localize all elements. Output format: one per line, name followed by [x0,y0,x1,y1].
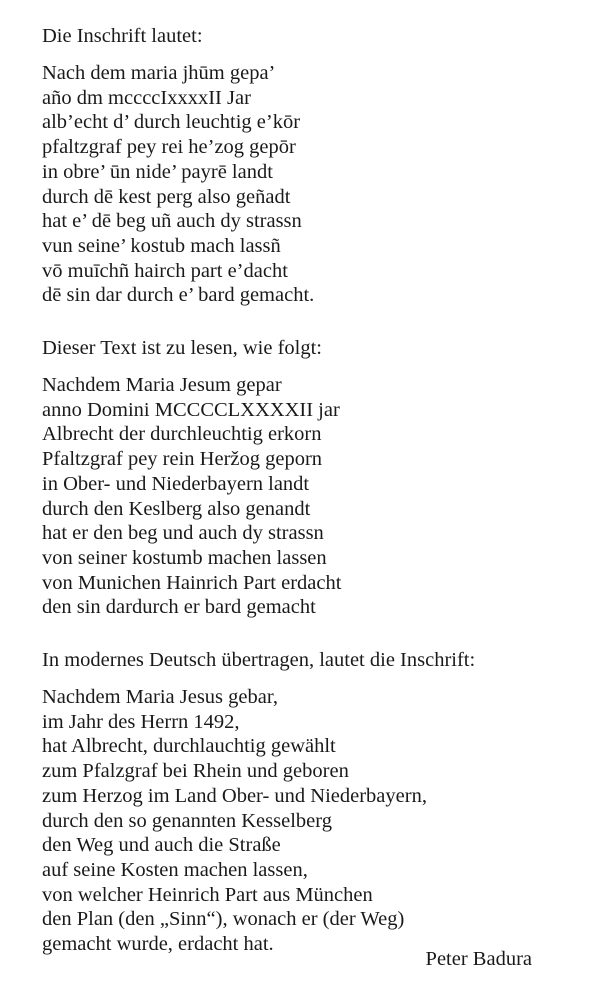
verse-line: dē sin dar durch e’ bard gemacht. [42,284,315,307]
verse-line: durch den so genannten Kesselberg [42,809,332,832]
verse-line: den Plan (den „Sinn“), wonach er (der Weg) [42,908,405,931]
section-heading-reading: Dieser Text ist zu lesen, wie folgt: [42,337,322,360]
verse-line: durch dē kest perg also geñadt [42,185,291,208]
section-heading-modern: In modernes Deutsch übertragen, lautet die Inschrift: [42,649,476,672]
document-body [42,24,582,957]
verse-line: von Munichen Hainrich Part erdacht [42,571,342,594]
verse-line: zum Pfalzgraf bei Rhein und geboren [42,760,349,783]
section-heading-original: Die Inschrift lautet: [42,25,203,47]
verse-line: hat e’ dē beg uñ auch dy strassn [42,210,302,233]
verse-line: auf seine Kosten machen lassen, [42,858,308,881]
verse-line: gemacht wurde, erdacht hat. [42,933,274,956]
verse-line: vun seine’ kostub mach lassñ [42,234,281,257]
verse-line: Pfaltzgraf pey rein Heržog geporn [42,448,323,471]
verse-line: im Jahr des Herrn 1492, [42,710,240,733]
verse-line: hat Albrecht, durchlauchtig gewählt [42,735,336,758]
verse-line: hat er den beg und auch dy strassn [42,522,324,545]
original-inscription [42,61,582,308]
verse-line: Nachdem Maria Jesus gebar, [42,686,278,709]
verse-line: durch den Keslberg also genandt [42,497,311,520]
verse-line: Nachdem Maria Jesum gepar [42,374,282,397]
author-signature: Peter Badura [425,948,532,970]
verse-line: in obre’ ūn nide’ payrē landt [42,160,273,183]
verse-line: pfaltzgraf pey rei he’zog gepōr [42,136,296,159]
verse-line: von seiner kostumb machen lassen [42,546,327,569]
reading-transcription [42,373,582,620]
verse-line: anno Domini MCCCCLXXXXII jar [42,398,340,421]
verse-line: Albrecht der durchleuchtig erkorn [42,423,322,446]
verse-line: añо dm mccccIxxxxII Jar [42,86,251,109]
verse-line: den Weg und auch die Straße [42,834,281,857]
verse-line: alb’echt d’ durch leuchtig e’kōr [42,111,301,134]
verse-line: von welcher Heinrich Part aus München [42,883,373,906]
verse-line: den sin dardurch er bard gemacht [42,596,316,619]
modern-translation [42,685,582,957]
verse-line: in Ober- und Niederbayern landt [42,472,310,495]
verse-line: Nach dem maria jhūm gepa’ [42,62,276,84]
verse-line: vō muīchñ hairch part e’dacht [42,259,288,282]
verse-line: zum Herzog im Land Ober- und Niederbayern, [42,784,427,807]
